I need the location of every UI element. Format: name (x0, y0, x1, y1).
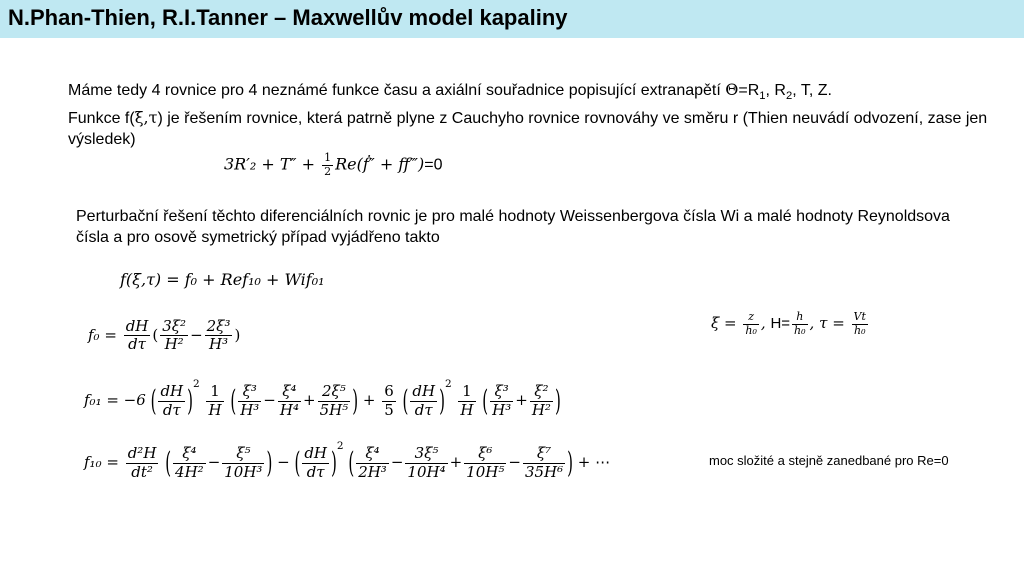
intro-paragraph (68, 79, 998, 150)
intro-text-3: ) je řešením rovnice, která patrně plyne z Cauchyho rovnice rovnováhy ve směru r (Thien neuvádí odvození, zase jen výsledek) (68, 110, 988, 149)
tau-symbol: τ (819, 314, 828, 333)
f01-dtau-2: dτ (414, 400, 433, 419)
f01-dH-dtau-2 (410, 383, 437, 419)
one-over-H (206, 383, 223, 419)
h0-den-2: h₀ (794, 323, 806, 337)
intro-text-2: Funkce f( (68, 110, 135, 128)
eq1-equals: =0 (424, 156, 443, 174)
eq1-rhs: Re(ḟ″ + ff‴) (335, 154, 425, 174)
f10-b-den: 10H³ (224, 462, 263, 481)
f10-dH: dH (304, 444, 327, 463)
f0-term1 (160, 318, 188, 354)
f01-e-num: ξ² (530, 383, 553, 401)
f01-dtau: dτ (162, 400, 181, 419)
f01-b (278, 383, 301, 419)
intro-text-end: , T, Z. (792, 82, 832, 99)
f10-a-num: ξ⁴ (173, 445, 206, 463)
f01-dH: dH (160, 382, 184, 401)
f10-e (464, 445, 506, 481)
f01-five: 5 (384, 400, 394, 419)
dtau: dτ (128, 335, 146, 354)
f01-c-den: 5H⁵ (319, 400, 349, 419)
intro-text-r2: , R (765, 82, 786, 99)
f10-f (523, 445, 565, 481)
f10-a (173, 445, 206, 481)
z-num: z (743, 311, 759, 325)
intro-text-r: =R (738, 82, 760, 99)
equation-f01: f₀₁ = −6 ( $\frac{dH}{d\tau}$ )$^2$ $\frac{1}{H}$ ( $\frac{\text{ξ³}}{\text{H³}}$ − $\frac{\text{ξ⁴}}{\text{H⁴}}$ + $\frac{\text{2ξ⁵}}{\text{5H⁵}}$ ) + $\frac{6}{5}$ ( $\frac{dH}{d\tau}$ )$^2$ $\frac{1}{H}$ ( $\frac{\text{ξ³}}{\text{H³}}$ + $\frac{\text{ξ²}}{\text{H²}}$ ) (84, 378, 561, 419)
half-numerator: 1 (324, 151, 332, 164)
f10-dH-dtau (302, 445, 329, 481)
f10-c-den: 2H³ (358, 462, 387, 481)
f01-H-2: H (460, 400, 474, 419)
eq1-lhs: 3R′₂ + T″ + (224, 154, 321, 174)
f10-e-den: 10H⁵ (466, 462, 505, 481)
f01-one: 1 (206, 383, 223, 401)
f10-c (356, 445, 389, 481)
equation-cauchy (224, 152, 442, 178)
f10-d2H: d²H (127, 444, 157, 463)
f01-lhs: f₀₁ = −6 (84, 391, 146, 409)
f01-d-num: ξ³ (490, 383, 513, 401)
f01-d-den: H³ (492, 400, 512, 419)
h-num: h (792, 311, 808, 325)
f0-term2-den: H³ (209, 335, 229, 354)
f0-lhs: f₀ = (88, 325, 117, 344)
f01-e-den: H² (531, 400, 551, 419)
f10-f-den: 35H⁶ (524, 462, 564, 481)
vt-over-h0 (852, 311, 868, 337)
h0-den: h₀ (745, 323, 757, 337)
f10-dt2: dt² (131, 462, 153, 481)
f10-c-num: ξ⁴ (356, 445, 389, 463)
f10-d-num: 3ξ⁵ (405, 445, 447, 463)
z-over-h0 (743, 311, 759, 337)
r2-subscript: 2 (785, 90, 793, 103)
f01-a-num: ξ³ (238, 383, 261, 401)
xi-tau-symbols: ξ,τ (134, 108, 158, 128)
perturbation-paragraph: Perturbační řešení těchto diferenciálních rovnic je pro malé hodnoty Weissenbergova čísla Wi a malé hodnoty Reynoldsova čísla a pro osově symetrický případ vyjádřeno takto (76, 208, 950, 246)
h0-den-3: h₀ (853, 323, 866, 337)
equation-f0: f₀ = $\frac{dH}{d\tau}$ ( $\frac{\text{3ξ²}}{\text{H²}}$ − $\frac{\text{2ξ³}}{\text{H³}}$ ) (88, 317, 241, 354)
f10-tail: + ⋯ (577, 453, 611, 471)
theta-symbol: Θ (725, 80, 739, 99)
f10-b-num: ξ⁵ (222, 445, 264, 463)
f01-dH-dtau (158, 383, 185, 419)
f0-term2 (205, 318, 233, 354)
f10-lhs: f₁₀ = (84, 453, 119, 471)
equation-f10: f₁₀ = $\frac{\text{d²H}}{\text{dt²}}$ ( $\frac{\text{ξ⁴}}{\text{4H²}}$ − $\frac{\text{ξ⁵}}{\text{10H³}}$ ) − ( $\frac{dH}{d\tau}$ )$^2$ ( $\frac{\text{ξ⁴}}{\text{2H³}}$ − $\frac{\text{3ξ⁵}}{\text{10H⁴}}$ + $\frac{\text{ξ⁶}}{\text{10H⁵}}$ − $\frac{\text{ξ⁷}}{\text{35H⁶}}$ ) + ⋯ (84, 440, 611, 481)
dH-dtau-fraction (124, 318, 151, 354)
f01-one-2: 1 (458, 383, 475, 401)
intro-text-1: Máme tedy 4 rovnice pro 4 neznámé funkce času a axiální souřadnice popisující extranapětí (68, 82, 721, 99)
half-denominator: 2 (324, 164, 332, 178)
f01-e (530, 383, 553, 419)
f10-b (222, 445, 264, 481)
one-half-fraction (322, 152, 333, 178)
note-text: moc složité a stejně zanedbané pro Re=0 (709, 453, 949, 468)
equals-sign-2: = (832, 314, 845, 333)
f01-b-num: ξ⁴ (278, 383, 301, 401)
f0-term1-num: 3ξ² (162, 317, 187, 335)
f01-dH-2: dH (412, 382, 436, 401)
f01-b-den: H⁴ (279, 400, 299, 419)
H-label: H= (770, 315, 791, 333)
f01-a-den: H³ (240, 400, 260, 419)
f01-d (490, 383, 513, 419)
f10-e-num: ξ⁶ (464, 445, 506, 463)
equation-f-expansion: f(ξ,τ) = f₀ + Ref₁₀ + Wif₀₁ (120, 270, 325, 289)
f01-c-num: 2ξ⁵ (318, 383, 351, 401)
d2H-dt2 (126, 445, 159, 481)
r1-subscript: 1 (759, 90, 766, 103)
f01-six: 6 (384, 382, 394, 401)
equation-definitions: ξ = $\frac{z}{\text{h₀}}$ , H= $\frac{h}{\text{h₀}}$ , τ = $\frac{Vt}{\text{h₀}}$ (711, 310, 866, 337)
title-bar (0, 0, 1024, 38)
dH: dH (125, 317, 149, 335)
f10-a-den: 4H² (175, 462, 204, 481)
f10-d (405, 445, 447, 481)
f01-H: H (208, 400, 222, 419)
f01-c (318, 383, 351, 419)
vt-num: Vt (853, 310, 866, 323)
f0-term2-num: 2ξ³ (206, 317, 231, 335)
one-over-H-2 (458, 383, 475, 419)
f10-dtau: dτ (306, 462, 325, 481)
f10-d-den: 10H⁴ (407, 462, 446, 481)
f01-a (238, 383, 261, 419)
f10-f-num: ξ⁷ (523, 445, 565, 463)
f0-term1-den: H² (164, 335, 184, 354)
six-fifths (382, 383, 396, 419)
equals-sign: = (724, 314, 737, 333)
slide-title: N.Phan-Thien, R.I.Tanner – Maxwellův model kapaliny (8, 5, 568, 30)
xi-symbol: ξ (711, 314, 720, 333)
h-over-h0 (792, 311, 808, 337)
